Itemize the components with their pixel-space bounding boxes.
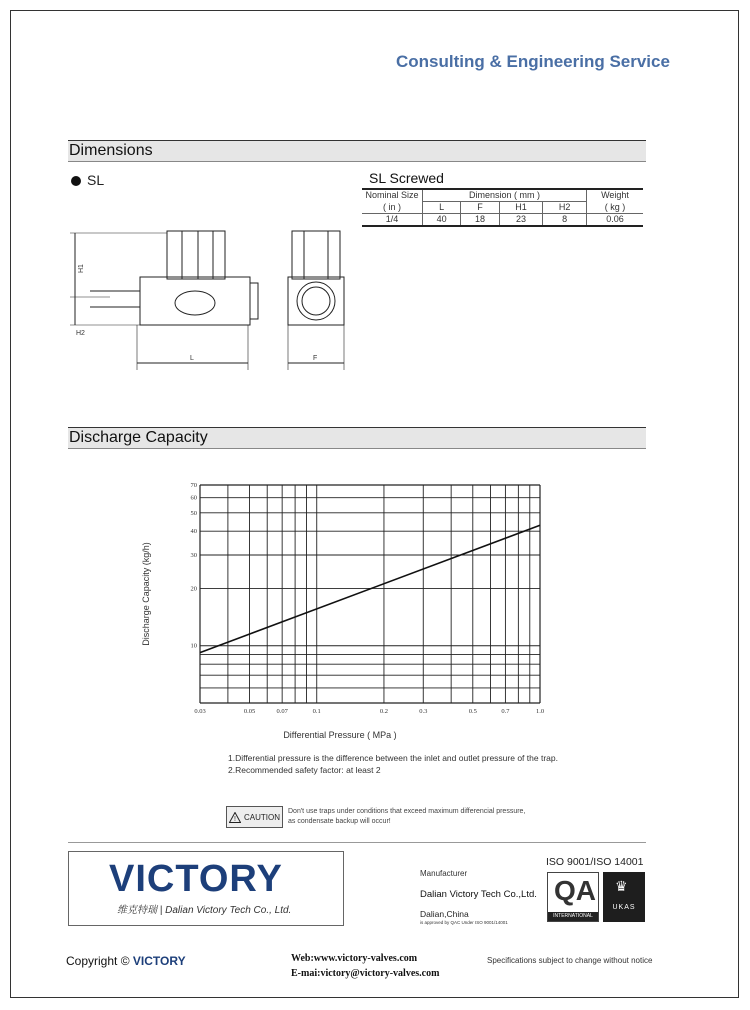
copyright — [66, 954, 186, 968]
copyright-brand: VICTORY — [132, 954, 186, 968]
x-tick-label: 0.05 — [243, 708, 256, 715]
logo-box — [68, 851, 344, 926]
label-h1: H1 — [78, 264, 85, 273]
drawing-side-top — [292, 231, 340, 279]
ukas-label: UKAS — [612, 904, 636, 911]
capacity-line — [200, 525, 540, 652]
approval-note: is approved by QAC Under ISO 9001/14001 — [420, 920, 508, 925]
note-2: 2.Recommended safety factor: at least 2 — [228, 765, 381, 775]
drawing-port — [175, 291, 215, 315]
caution-badge — [226, 806, 283, 828]
drawing-body-top — [167, 231, 225, 279]
x-tick-label: 0.07 — [276, 708, 288, 715]
ukas-logo — [603, 872, 645, 922]
col-F: F — [461, 202, 499, 214]
dimensions-section-title: Dimensions — [68, 140, 646, 162]
email-link[interactable]: E-mai:victory@victory-valves.com — [291, 968, 440, 979]
y-tick-label: 10 — [190, 642, 197, 650]
x-tick-label: 0.7 — [501, 708, 510, 715]
cell-weight: 0.06 — [587, 214, 644, 227]
manufacturer-label: Manufacturer — [420, 869, 468, 878]
footer-divider — [68, 842, 646, 843]
dimension-table — [362, 188, 643, 227]
label-h2: H2 — [76, 330, 85, 337]
x-tick-label: 1.0 — [535, 708, 545, 715]
x-tick-label: 0.2 — [379, 708, 389, 715]
brand-logo: VICTORY — [109, 858, 283, 900]
x-tick-label: 0.03 — [194, 708, 206, 715]
label-l: L — [190, 355, 194, 362]
crown-icon: ♛ — [615, 878, 628, 894]
discharge-section-title: Discharge Capacity — [68, 427, 646, 449]
brand-subtitle: 维克特瑞 | Dalian Victory Tech Co., Ltd. — [117, 905, 292, 916]
company-city: Dalian,China — [420, 909, 469, 919]
x-tick-labels — [194, 708, 544, 715]
qa-label: INTERNATIONAL — [548, 912, 598, 921]
nominal-size-unit: ( in ) — [362, 202, 423, 214]
chart-xlabel: Differential Pressure ( MPa ) — [283, 730, 397, 740]
copyright-text: Copyright — [66, 954, 118, 968]
y-tick-label: 50 — [190, 509, 197, 517]
y-tick-label: 60 — [190, 494, 197, 502]
company-name: Dalian Victory Tech Co.,Ltd. — [420, 889, 537, 900]
chart-ylabel: Discharge Capacity (kg/h) — [141, 542, 151, 646]
dimension-header: Dimension ( mm ) — [423, 189, 587, 202]
weight-unit: ( kg ) — [587, 202, 644, 214]
chart-grid — [200, 485, 540, 703]
warning-icon — [229, 812, 241, 823]
y-tick-label: 40 — [190, 528, 197, 536]
model-label: SL — [87, 172, 105, 188]
dimension-drawing — [70, 225, 360, 375]
caution-label: CAUTION — [244, 812, 280, 822]
cell-H2: 8 — [543, 214, 587, 227]
cell-L: 40 — [423, 214, 461, 227]
spec-note: Specifications subject to change without notice — [487, 956, 653, 965]
caution-text: Don't use traps under conditions that exceed maximum differencial pressure, as condensate backup will occur! — [288, 808, 526, 825]
nominal-size-header: Nominal Size — [362, 189, 423, 202]
col-H1: H1 — [499, 202, 543, 214]
website-link[interactable]: Web:www.victory-valves.com — [291, 953, 418, 964]
qa-logo — [547, 872, 599, 922]
copyright-icon: © — [120, 954, 133, 968]
dimension-table-title: SL Screwed — [369, 170, 444, 186]
cell-H1: 23 — [499, 214, 543, 227]
drawing-body-main — [140, 277, 250, 325]
discharge-chart — [135, 478, 555, 746]
col-L: L — [423, 202, 461, 214]
iso-label: ISO 9001/ISO 14001 — [546, 856, 644, 868]
cell-size: 1/4 — [362, 214, 423, 227]
chart-notes — [228, 752, 558, 776]
y-tick-label: 30 — [190, 551, 197, 559]
qa-mark: QA — [554, 875, 596, 906]
y-tick-labels — [191, 482, 198, 650]
cell-F: 18 — [461, 214, 499, 227]
bullet-icon — [71, 176, 81, 186]
drawing-side-main — [288, 277, 344, 325]
x-tick-label: 0.5 — [468, 708, 477, 715]
contact-info — [291, 951, 439, 981]
y-tick-label: 20 — [190, 585, 197, 593]
x-tick-label: 0.3 — [419, 708, 428, 715]
page-header-title: Consulting & Engineering Service — [396, 52, 670, 71]
weight-header: Weight — [587, 189, 644, 202]
label-f: F — [313, 355, 318, 362]
model-bullet — [71, 172, 104, 188]
svg-text:!: ! — [234, 815, 236, 823]
note-1: 1.Differential pressure is the difference between the inlet and outlet pressure of the trap. — [228, 753, 558, 763]
x-tick-label: 0.1 — [312, 708, 321, 715]
col-H2: H2 — [543, 202, 587, 214]
y-tick-label: 70 — [190, 482, 197, 489]
